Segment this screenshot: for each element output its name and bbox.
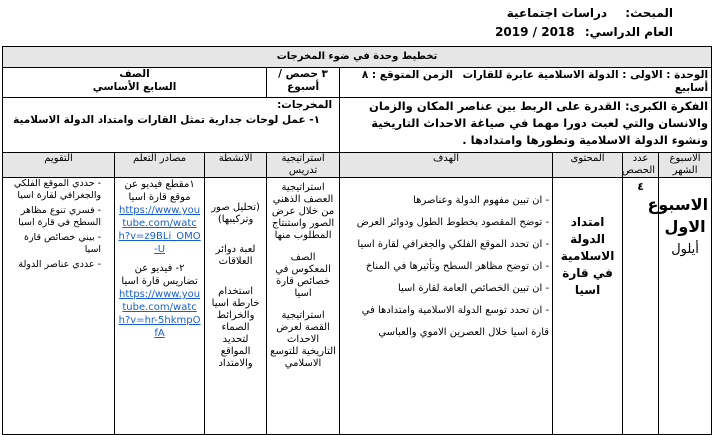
week-label: الاسبوع الاول bbox=[647, 195, 709, 236]
strategy-item: استراتيجية العصف الذهني من خلال عرض الصور واستنتاج المطلوب منها bbox=[271, 182, 335, 241]
strategy-item: الصف المعكوس في خصائص قارة اسيا bbox=[275, 252, 331, 299]
evaluation-item: - فسري تنوع مظاهر السطح في قارة اسيا bbox=[18, 205, 102, 228]
month-label: أيلول bbox=[671, 242, 699, 257]
week-cell bbox=[647, 178, 712, 435]
unit-plan-table bbox=[2, 46, 712, 435]
page-title: تخطيط وحدة في ضوء المخرجات bbox=[3, 47, 712, 68]
evaluation-item: - بيني خصائص قارة اسيا bbox=[23, 232, 102, 255]
activity-item: لعبة دوائر العلاقات bbox=[215, 244, 256, 267]
grade-value: السابع الأساسي bbox=[92, 81, 177, 93]
periods-per-week-cell bbox=[267, 68, 340, 98]
evaluation-cell bbox=[3, 178, 115, 435]
activity-item: (تحليل صور وتركيبها) bbox=[211, 202, 260, 225]
year-label: العام الدراسي: bbox=[584, 25, 673, 39]
content-cell: امتداد الدولة الاسلامية في قارة اسيا bbox=[553, 178, 623, 435]
subject-value: دراسات اجتماعية bbox=[506, 6, 608, 20]
outputs-cell bbox=[3, 98, 340, 153]
goal-item: - ان تحدد الموقع الفلكي والجغرافي لقارة اسيا bbox=[357, 239, 550, 250]
grade-cell bbox=[3, 68, 267, 98]
source-1-link[interactable]: https://www.youtube.com/watch?v=z9BLi_OMO-U bbox=[118, 205, 201, 255]
col-header-periods: عدد الحصص bbox=[623, 153, 659, 178]
year-line bbox=[495, 25, 673, 39]
evaluation-item: - حددي الموقع الفلكي والجغرافي لقارة اسيا bbox=[13, 178, 102, 201]
outputs-label: المخرجات: bbox=[277, 99, 333, 111]
col-header-goal: الهدف bbox=[340, 153, 553, 178]
unit-label: الوحدة : الاولى : الدولة الاسلامية عابرة للقارات bbox=[462, 69, 709, 81]
col-header-content: المحتوى bbox=[553, 153, 623, 178]
periods-line-1: ٣ حصص / bbox=[278, 68, 328, 80]
grade-label: الصف bbox=[119, 68, 150, 80]
unit-time: الزمن المتوقع : ٨ أسابيع bbox=[361, 69, 709, 94]
periods-line-2: أسبوع bbox=[287, 81, 320, 93]
col-header-evaluation: التقويم bbox=[3, 153, 115, 178]
goal-item: - ان تبين الخصائص العامة لقارة اسيا bbox=[397, 283, 550, 294]
evaluation-item: - عددي عناصر الدولة bbox=[18, 259, 102, 270]
unit-cell bbox=[340, 68, 712, 98]
big-idea-cell: الفكرة الكبرى: القدرة على الربط بين عناصر المكان والزمان والانسان والتي لعبت دورا مهما في صياغة الاحداث التاريخية ونشوء الدولة الاسلامية وتطورها وامتدادها . bbox=[340, 98, 712, 153]
strategy-item: استراتيجية القصة لعرض الاحداث التاريخية للتوسع الاسلامي bbox=[270, 310, 336, 369]
subject-label: المبحث: bbox=[625, 6, 673, 20]
goals-cell bbox=[340, 178, 553, 435]
col-header-sources: مصادر التعلم bbox=[115, 153, 205, 178]
source-2-link[interactable]: https://www.youtube.com/watch?v=hr-5hkmpOfA bbox=[118, 289, 201, 339]
col-header-strategy: استراتيجية تدريس bbox=[267, 153, 340, 178]
col-header-week: الاسبوع الشهر bbox=[659, 153, 712, 178]
evaluation-list bbox=[6, 178, 111, 271]
goal-item: - توضح المقصود بخطوط الطول ودوائر العرض bbox=[356, 217, 550, 228]
source-1-text: ١مقطع فيديو عن موقع قارة اسيا bbox=[124, 179, 195, 203]
subject-line bbox=[507, 6, 673, 20]
activity-item: استخدام خارطة اسيا والخرائط الصماء لتحديد المواقع والامتداد bbox=[211, 286, 260, 369]
strategies-cell bbox=[267, 178, 340, 435]
goal-item: - ان تبين مفهوم الدولة وعناصرها bbox=[413, 195, 550, 206]
activities-cell bbox=[205, 178, 267, 435]
table-row bbox=[3, 178, 712, 435]
source-2-text: ٢- فيديو عن تضاريس قارة اسيا bbox=[121, 263, 198, 287]
outputs-item: ١- عمل لوحات جدارية تمثل القارات وامتداد الدولة الاسلامية bbox=[13, 114, 321, 126]
sources-cell bbox=[115, 178, 205, 435]
year-value: 2019 / 2018 bbox=[495, 25, 575, 39]
col-header-activities: الانشطة bbox=[205, 153, 267, 178]
goal-item: - ان تحدد توسع الدولة الاسلامية وامتدادها في قارة اسيا خلال العصرين الاموي والعباسي bbox=[361, 305, 550, 338]
periods-count: ٤ bbox=[623, 178, 659, 435]
goal-item: - ان توضح مظاهر السطح وتأثيرها في المناخ bbox=[365, 261, 550, 272]
